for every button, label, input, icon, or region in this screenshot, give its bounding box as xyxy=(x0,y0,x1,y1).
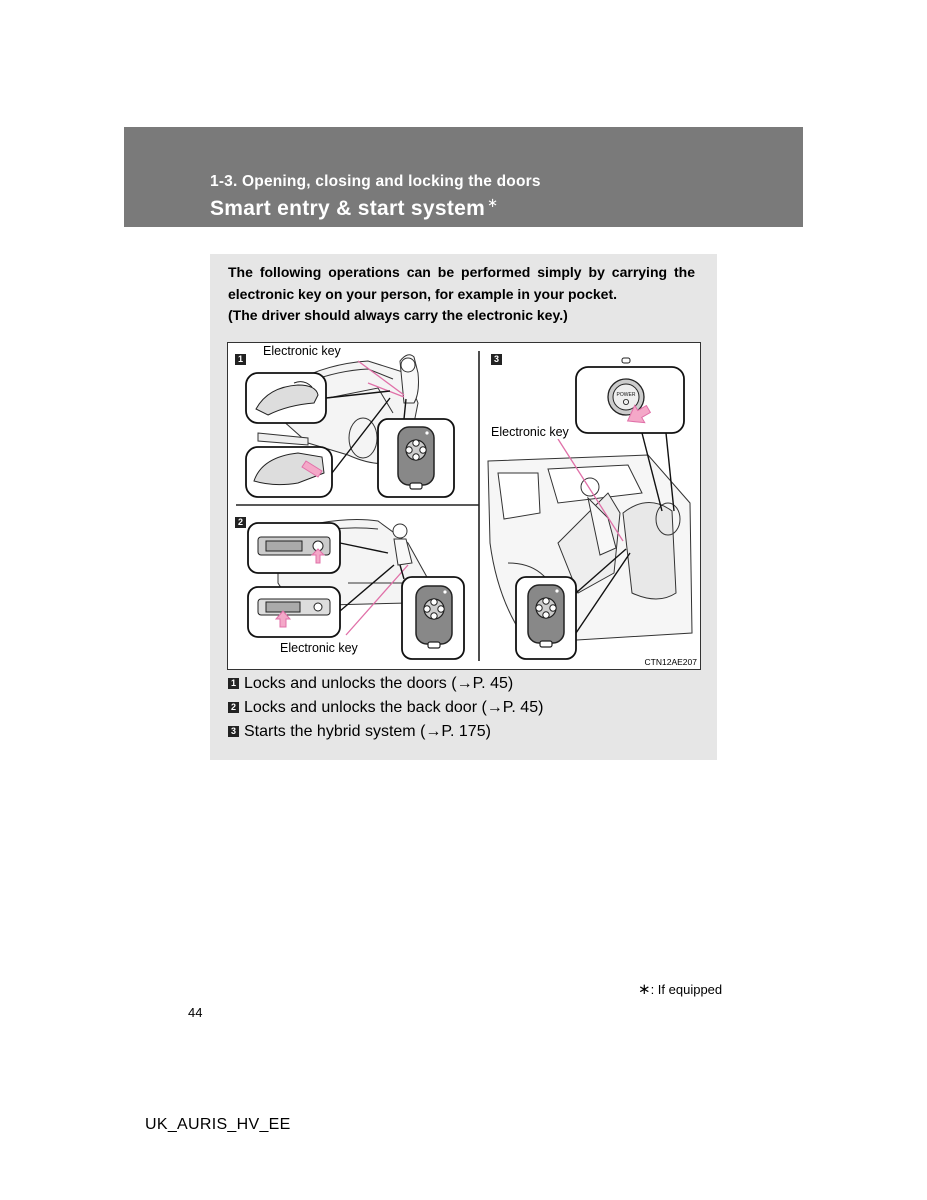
legend-list xyxy=(228,674,708,746)
power-button-label: POWER xyxy=(616,392,636,398)
footnote xyxy=(638,980,722,998)
intro-line-1: The following operations can be performed simply by carrying the electronic key on your person, for example in your pocket. xyxy=(228,264,695,302)
page-title xyxy=(210,195,498,221)
illustration-figure xyxy=(227,342,701,670)
legend-badge: 1 xyxy=(228,678,239,689)
if-equipped-mark: ∗ xyxy=(487,195,499,210)
footnote-text: : If equipped xyxy=(650,982,723,997)
panel3-electronic-key-label: Electronic key xyxy=(491,425,569,439)
intro-text xyxy=(228,262,695,327)
legend-badge: 2 xyxy=(228,702,239,713)
panel-3-badge: 3 xyxy=(491,354,502,365)
page-title-text: Smart entry & start system xyxy=(210,197,486,220)
legend-item xyxy=(228,698,708,722)
legend-item xyxy=(228,674,708,698)
legend-text: Locks and unlocks the back door (→P. 45) xyxy=(244,699,544,716)
page-number: 44 xyxy=(188,1005,203,1020)
header-band xyxy=(124,127,803,227)
figure-code: CTN12AE207 xyxy=(644,657,697,667)
legend-text: Starts the hybrid system (→P. 175) xyxy=(244,723,491,740)
footnote-mark: ∗ xyxy=(638,981,651,998)
panel-1-badge: 1 xyxy=(235,354,246,365)
document-code: UK_AURIS_HV_EE xyxy=(145,1116,291,1133)
panel2-electronic-key-label: Electronic key xyxy=(280,641,358,655)
section-label: 1-3. Opening, closing and locking the doors xyxy=(210,173,541,190)
info-box xyxy=(210,254,717,760)
legend-badge: 3 xyxy=(228,726,239,737)
legend-text: Locks and unlocks the doors (→P. 45) xyxy=(244,675,514,692)
panel-2-badge: 2 xyxy=(235,517,246,528)
intro-line-2: (The driver should always carry the electronic key.) xyxy=(228,307,568,323)
legend-item xyxy=(228,722,708,746)
panel1-electronic-key-label: Electronic key xyxy=(263,344,341,358)
illustration-drawing xyxy=(228,343,700,669)
